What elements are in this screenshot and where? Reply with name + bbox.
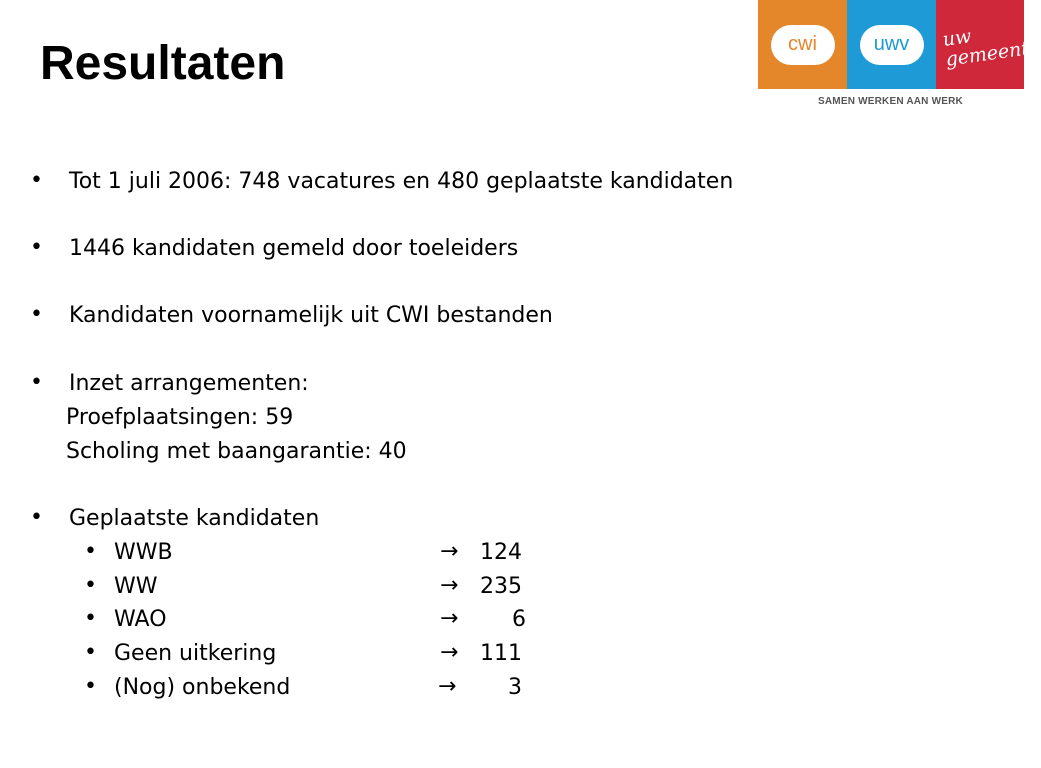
placement-label: Geen uitkering: [114, 641, 277, 666]
slide-title: Resultaten: [40, 37, 286, 90]
arrangement-line: Scholing met baangarantie: 40: [66, 439, 407, 464]
placement-label: (Nog) onbekend: [114, 675, 291, 700]
placement-label: WW: [114, 574, 158, 599]
sub-bullet-symbol: •: [84, 539, 97, 564]
placement-value: 124: [480, 540, 522, 565]
bullet-item: Kandidaten voornamelijk uit CWI bestanden: [69, 303, 553, 328]
sub-bullet-symbol: •: [84, 674, 97, 699]
bullet-item: 1446 kandidaten gemeld door toeleiders: [69, 236, 519, 261]
gemeente-logo-text: uw gemeente: [941, 24, 1041, 71]
sub-bullet-symbol: •: [84, 640, 97, 665]
placement-label: WWB: [114, 540, 173, 565]
placement-value: 111: [480, 641, 522, 666]
bullet-symbol: •: [30, 505, 43, 530]
arrow-icon: →: [438, 674, 457, 699]
placement-label: WAO: [114, 607, 167, 632]
bullet-symbol: •: [30, 370, 43, 395]
arrow-icon: →: [440, 606, 459, 631]
tagline: SAMEN WERKEN AAN WERK: [818, 96, 963, 107]
sub-bullet-symbol: •: [84, 573, 97, 598]
arrow-icon: →: [440, 640, 459, 665]
arrow-icon: →: [440, 539, 459, 564]
sub-bullet-symbol: •: [84, 606, 97, 631]
placement-value: 235: [480, 574, 522, 599]
bullet-item: Geplaatste kandidaten: [69, 506, 320, 531]
arrangement-line: Proefplaatsingen: 59: [66, 405, 294, 430]
uwv-logo-text: uwv: [860, 25, 924, 65]
cwi-logo-text: cwi: [771, 25, 835, 65]
bullet-item: Tot 1 juli 2006: 748 vacatures en 480 geplaatste kandidaten: [69, 169, 734, 194]
arrow-icon: →: [440, 573, 459, 598]
placement-value: 3: [508, 675, 522, 700]
bullet-symbol: •: [30, 302, 43, 327]
bullet-item: Inzet arrangementen:: [69, 371, 309, 396]
placement-value: 6: [512, 607, 526, 632]
bullet-symbol: •: [30, 235, 43, 260]
bullet-symbol: •: [30, 168, 43, 193]
